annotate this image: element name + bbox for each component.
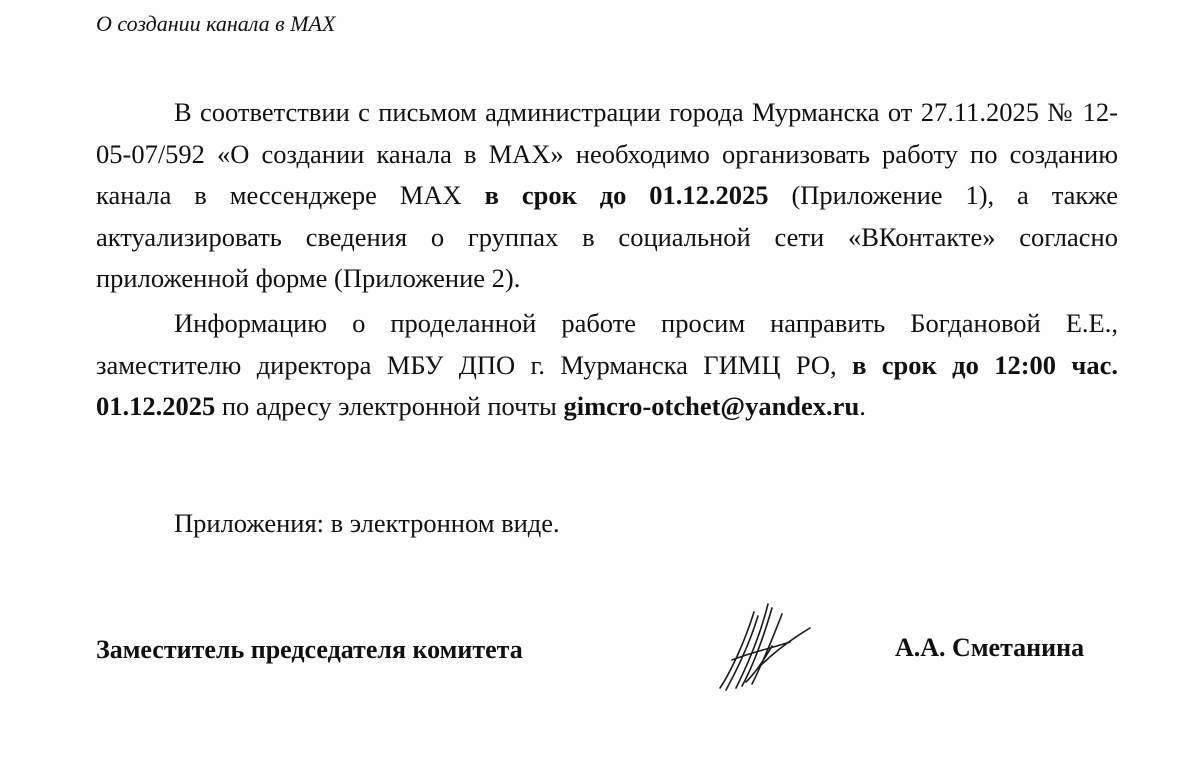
paragraph-1-text-end: (Приложение 1), а также актуализировать сведения о группах в социальной сети «ВКонтакте» согласно приложенной форме (Приложение 2). — [96, 180, 1118, 293]
paragraph-2-text-mid: по адресу электронной почты — [215, 391, 564, 421]
paragraph-1-deadline: в срок до 01.12.2025 — [484, 180, 769, 210]
handwritten-signature — [712, 598, 822, 694]
paragraph-2-text-end: . — [859, 391, 866, 421]
paragraph-2 — [96, 303, 1118, 428]
signer-name: А.А. Сметанина — [895, 633, 1085, 662]
document-subject: О создании канала в МАХ — [96, 11, 336, 36]
paragraph-1 — [96, 92, 1118, 300]
paragraph-2-deadline: в срок до 12:00 час. 01.12.2025 — [96, 349, 1118, 421]
signer-title: Заместитель председателя комитета — [96, 635, 523, 664]
paragraph-1-text: В соответствии с письмом администрации города Мурманска от 27.11.2025 № 12-05-07/592 «О создании канала в МАХ» необходимо организовать работу по созданию канала в мессенджере МАХ — [96, 97, 1118, 210]
attachments-note: Приложения: в электронном виде. — [174, 508, 560, 538]
paragraph-2-text: Информацию о проделанной работе просим направить Богдановой Е.Е., заместителю директора МБУ ДПО г. Мурманска ГИМЦ РО, — [96, 308, 1118, 380]
email-address[interactable]: gimcro-otchet@yandex.ru — [563, 391, 860, 421]
